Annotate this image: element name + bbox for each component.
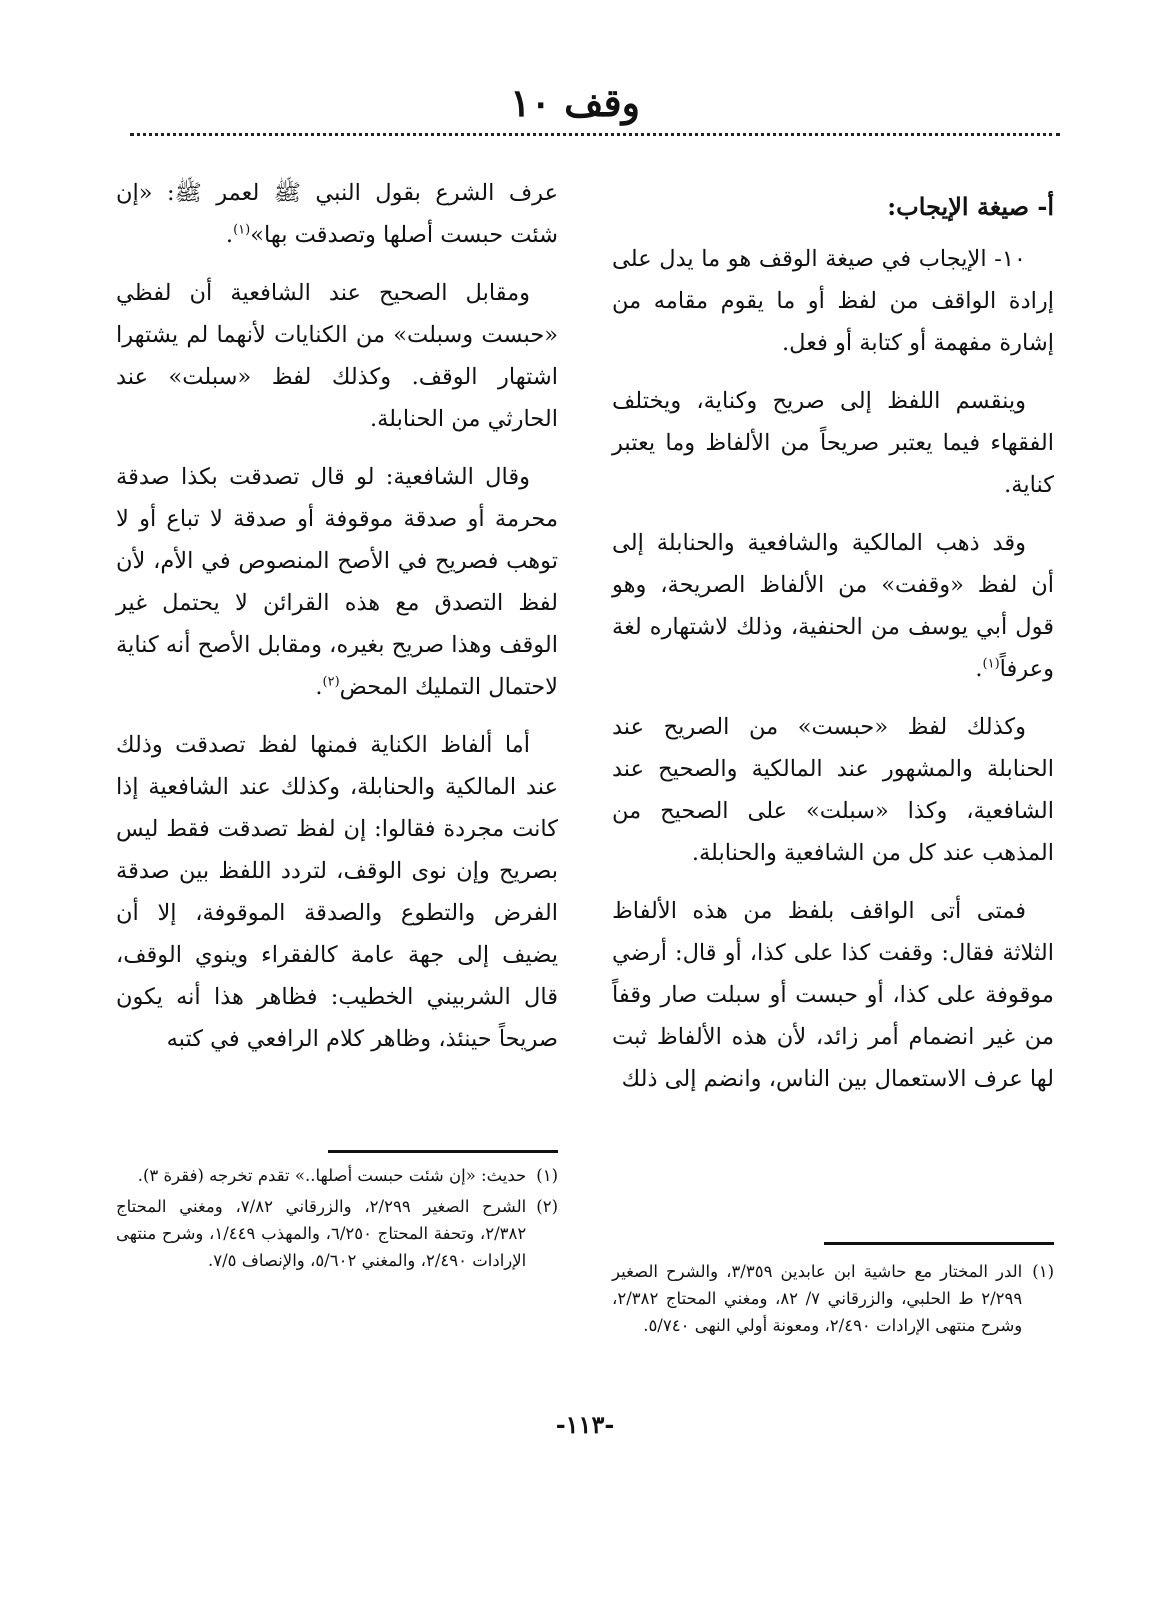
footnote: [116, 1162, 558, 1189]
header-dotted-rule: [130, 133, 1060, 136]
footnote-marker: (١): [982, 656, 1000, 672]
right-paragraph-3-text: وقد ذهب المالكية والشافعية والحنابلة إلى أن لفظ «وقفت» من الألفاظ الصريحة، وهو قول أبي يوسف من الحنفية، وذلك لاشتهاره لغة وعرفاً: [612, 530, 1054, 682]
page-number: -١١٣-: [555, 1410, 615, 1439]
left-paragraph-2: ومقابل الصحيح عند الشافعية أن لفظي «حبست وسبلت» من الكنايات لأنهما لم يشتهرا اشتهار الوقف. وكذلك لفظ «سبلت» عند الحارثي من الحنابلة.: [116, 280, 558, 432]
right-column: [612, 172, 1054, 1116]
right-paragraph-2: وينقسم اللفظ إلى صريح وكناية، ويختلف الفقهاء فيما يعتبر صريحاً من الألفاظ وما يعتبر كناية.: [612, 388, 1054, 498]
left-paragraph-4: أما ألفاظ الكناية فمنها لفظ تصدقت وذلك عند المالكية والحنابلة، وكذلك عند الشافعية إذا كانت مجردة فقالوا: إن لفظ تصدقت فقط ليس بصريح وإن نوى الوقف، لتردد اللفظ بين صدقة الفرض والتطوع والصدقة الموقوفة، إلا أن يضيف إلى جهة عامة كالفقراء وينوي الوقف، قال الشربيني الخطيب: فظاهر هذا أنه يكون صريحاً حينئذ، وظاهر كلام الرافعي في كتبه: [116, 732, 558, 1052]
footnote: [612, 1258, 1054, 1339]
left-column: [116, 172, 558, 1076]
page-header: [130, 78, 1060, 134]
footnote: [116, 1193, 558, 1274]
footnote-text: الشرح الصغير ٢/٢٩٩، والزرقاني ٧/٨٢، ومغني المحتاج ٢/٣٨٢، وتحفة المحتاج ٦/٢٥٠، والمهذب ١/٤٤٩، وشرح منتهى الإرادات ٢/٤٩٠، والمغني ٥/٦٠٢، والإنصاف ٧/٥.: [116, 1197, 527, 1270]
footnote-separator-left: [328, 1150, 558, 1153]
left-paragraph-1: عرف الشرع بقول النبي ﷺ لعمر ﷺ: «إن شئت حبست أصلها وتصدقت بها»$^{(١)}$.: [116, 180, 558, 248]
footnote-separator-right: [824, 1242, 1054, 1245]
footnote-text: حديث: «إن شئت حبست أصلها..» تقدم تخرجه (فقرة ٣).: [137, 1166, 527, 1185]
right-footnotes: [612, 1258, 1054, 1343]
footnote-text: الدر المختار مع حاشية ابن عابدين ٣/٣٥٩، والشرح الصغير ٢/٢٩٩ ط الحلبي، والزرقاني ٧/ ٨٢، ومغني المحتاج ٢/٣٨٢، وشرح منتهى الإرادات ٢/٤٩٠، ومعونة أولي النهى ٥/٧٤٠.: [612, 1262, 1023, 1335]
left-paragraph-3: وقال الشافعية: لو قال تصدقت بكذا صدقة محرمة أو صدقة موقوفة أو صدقة لا تباع أو لا توهب فصريح في الأصح المنصوص في الأم، لأن لفظ التصدق مع هذه القرائن لا يحتمل غير الوقف وهذا صريح بغيره، ومقابل الأصح أنه كناية لاحتمال التمليك المحض$^{(٢)}$.: [116, 464, 558, 700]
footnote-number: (٢): [536, 1197, 558, 1216]
left-paragraph-3-text: وقال الشافعية: لو قال تصدقت بكذا صدقة محرمة أو صدقة موقوفة أو صدقة لا تباع أو لا توهب فصريح في الأصح المنصوص في الأم، لأن لفظ التصدق مع هذه القرائن لا يحتمل غير الوقف وهذا صريح بغيره، ومقابل الأصح أنه كناية لاحتمال التمليك المحض: [116, 464, 558, 700]
section-heading: أ- صيغة الإيجاب:: [887, 192, 1054, 221]
footnote-number: (١): [1032, 1262, 1054, 1281]
right-paragraph-5: فمتى أتى الواقف بلفظ من هذه الألفاظ الثلاثة فقال: وقفت كذا على كذا، أو قال: أرضي موقوفة على كذا، أو حبست أو سبلت صار وقفاً من غير انضمام أمر زائد، لأن هذه الألفاظ ثبت لها عرف الاستعمال بين الناس، وانضم إلى ذلك: [612, 898, 1054, 1092]
running-title: وقف ١٠: [510, 80, 640, 125]
footnote-marker: (٢): [322, 674, 340, 690]
right-paragraph-3: وقد ذهب المالكية والشافعية والحنابلة إلى أن لفظ «وقفت» من الألفاظ الصريحة، وهو قول أبي يوسف من الحنفية، وذلك لاشتهاره لغة وعرفاً$^{(١)}$.: [612, 530, 1054, 682]
right-paragraph-1: ١٠- الإيجاب في صيغة الوقف هو ما يدل على إرادة الواقف من لفظ أو ما يقوم مقامه من إشارة مفهمة أو كتابة أو فعل.: [612, 246, 1054, 356]
footnote-marker: (١): [233, 222, 251, 238]
left-footnotes: [116, 1162, 558, 1278]
right-paragraph-4: وكذلك لفظ «حبست» من الصريح عند الحنابلة والمشهور عند المالكية والصحيح عند الشافعية، وكذا «سبلت» على الصحيح من المذهب عند كل من الشافعية والحنابلة.: [612, 714, 1054, 866]
footnote-number: (١): [536, 1166, 558, 1185]
left-paragraph-1-text: عرف الشرع بقول النبي ﷺ لعمر ﷺ: «إن شئت حبست أصلها وتصدقت بها»: [116, 180, 558, 248]
